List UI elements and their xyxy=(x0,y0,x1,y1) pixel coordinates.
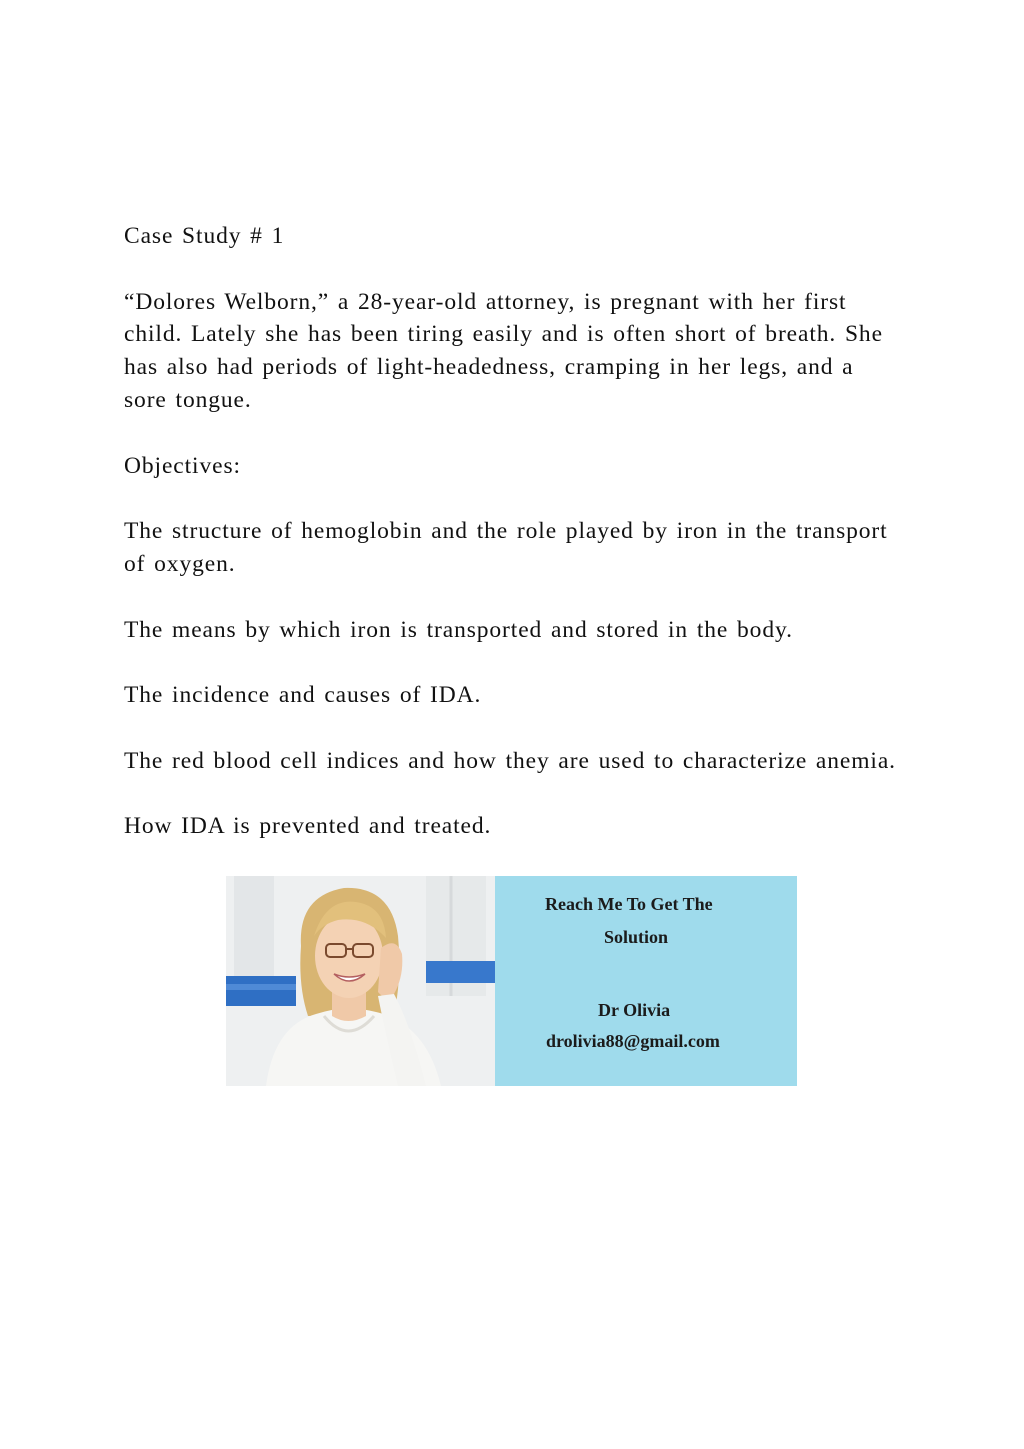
objective-item: The red blood cell indices and how they are used to characterize anemia. xyxy=(124,747,896,774)
objective-item: The structure of hemoglobin and the role played by iron in the transport of oxygen. xyxy=(124,518,888,577)
banner-headline: Reach Me To Get The xyxy=(545,894,713,914)
banner-headline-continued: Solution xyxy=(604,927,669,947)
contact-banner xyxy=(226,876,797,1086)
contact-email[interactable]: drolivia88@gmail.com xyxy=(546,1031,720,1051)
case-study-text xyxy=(124,220,904,843)
case-intro-paragraph: “Dolores Welborn,” a 28-year-old attorney, is pregnant with her first child. Lately she has been tiring easily and is often short of breath. She has also had periods of light-headedness, cramping in her legs, and a sore tongue. xyxy=(124,288,883,413)
objective-item: The incidence and causes of IDA. xyxy=(124,682,482,709)
objectives-label: Objectives: xyxy=(124,452,241,479)
woman-with-glasses-illustration xyxy=(226,876,495,1086)
contact-name: Dr Olivia xyxy=(598,1000,671,1020)
objective-item: How IDA is prevented and treated. xyxy=(124,813,492,840)
case-study-heading: Case Study # 1 xyxy=(124,223,285,249)
contact-info-panel xyxy=(495,876,797,1086)
objective-item: The means by which iron is transported and stored in the body. xyxy=(124,616,793,643)
woman-photo xyxy=(226,876,495,1086)
